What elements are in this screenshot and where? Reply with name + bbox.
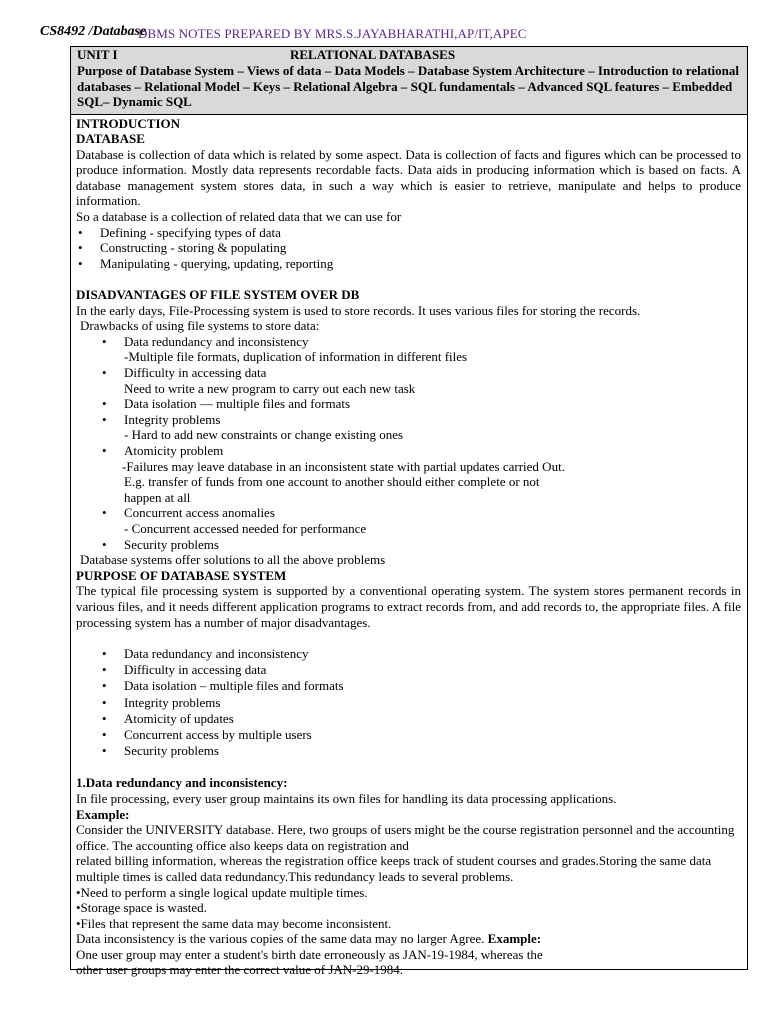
list-subtext: - Hard to add new constraints or change existing ones bbox=[124, 427, 404, 443]
database-uses-list bbox=[76, 225, 741, 272]
list-subtext: E.g. transfer of funds from one account to another should either complete or not bbox=[124, 474, 540, 490]
purpose-list bbox=[76, 646, 741, 760]
list-item: • Defining - specifying types of data bbox=[76, 225, 741, 241]
list-item: • Difficulty in accessing data bbox=[76, 365, 741, 381]
list-item: • Concurrent access anomalies bbox=[76, 505, 741, 521]
purpose-para: The typical file processing system is supported by a conventional operating system. The system stores permanent records in various files, and it needs different application programs to extract records from, and add records to, the appropriate files. A file processing system has a number of major disadvantages. bbox=[76, 583, 741, 630]
inconsistency-example: One user group may enter a student's birth date erroneously as JAN-19-1984, whereas the bbox=[76, 946, 543, 962]
intro-heading: INTRODUCTION bbox=[76, 115, 181, 131]
list-item: • Data isolation – multiple files and formats bbox=[76, 678, 741, 694]
drawbacks-list bbox=[76, 537, 741, 553]
prepared-by-note: DBMS NOTES PREPARED BY MRS.S.JAYABHARATHI,AP/IT,APEC bbox=[138, 26, 527, 41]
list-item: • Data redundancy and inconsistency bbox=[76, 334, 741, 350]
unit-title: RELATIONAL DATABASES bbox=[290, 47, 456, 62]
list-subtext: -Multiple file formats, duplication of information in different files bbox=[124, 349, 468, 365]
unit-header-box bbox=[71, 47, 747, 115]
inconsistency-definition bbox=[76, 931, 741, 947]
drawbacks-list bbox=[76, 334, 741, 350]
database-definition: Database is collection of data which is related by some aspect. Data is collection of facts and figures which can be processed to produce information. Mostly data represents recordable facts. Data aids in producing information which is based on facts. A database management system stores data, in such a way which is easier to retrieve, manipulate and helps to produce information. bbox=[76, 146, 741, 209]
spacer bbox=[76, 630, 741, 646]
drawbacks-list bbox=[76, 396, 741, 427]
list-item: • Atomicity problem bbox=[76, 443, 741, 459]
inconsistency-example-continued: other user groups may enter the correct value of JAN-29-1984. bbox=[76, 962, 404, 978]
list-item: • Data redundancy and inconsistency bbox=[76, 646, 741, 662]
list-item: • Concurrent access by multiple users bbox=[76, 727, 741, 743]
page-header bbox=[40, 24, 740, 44]
database-uses-lead: So a database is a collection of related data that we can use for bbox=[76, 209, 402, 225]
spacer bbox=[76, 271, 741, 287]
unit-label: UNIT I bbox=[77, 47, 118, 62]
purpose-heading: PURPOSE OF DATABASE SYSTEM bbox=[76, 567, 287, 583]
inconsistency-text: Data inconsistency is the various copies of the same data may no larger Agree. bbox=[76, 931, 485, 947]
drawbacks-list bbox=[76, 365, 741, 381]
unit-syllabus: Purpose of Database System – Views of data – Data Models – Database System Architecture – Introduction to relational databases – Relational Model – Keys – Relational Algebra – SQL fundamentals – Advanced SQL features – Embedded SQL– Dynamic SQL bbox=[77, 63, 739, 109]
example-text: Consider the UNIVERSITY database. Here, two groups of users might be the course registration personnel and the accounting office. The accounting office also keeps data on registration and bbox=[76, 822, 735, 853]
redundancy-heading: 1.Data redundancy and inconsistency: bbox=[76, 775, 288, 791]
spacer bbox=[76, 760, 741, 776]
list-item: • Integrity problems bbox=[76, 695, 741, 711]
redundancy-point: •Storage space is wasted. bbox=[76, 900, 207, 916]
list-subtext: Need to write a new program to carry out each new task bbox=[124, 380, 416, 396]
disadvantages-heading: DISADVANTAGES OF FILE SYSTEM OVER DB bbox=[76, 287, 360, 303]
list-item: • Atomicity of updates bbox=[76, 711, 741, 727]
drawbacks-list bbox=[76, 505, 741, 521]
database-heading: DATABASE bbox=[76, 131, 145, 147]
redundancy-point: •Need to perform a single logical update multiple times. bbox=[76, 884, 368, 900]
notes-body bbox=[71, 115, 747, 979]
list-item: • Data isolation — multiple files and formats bbox=[76, 396, 741, 412]
course-code: CS8492 /Database bbox=[40, 24, 147, 39]
example-label: Example: bbox=[487, 931, 542, 947]
list-item: • Integrity problems bbox=[76, 412, 741, 428]
list-subtext: -Failures may leave database in an inconsistent state with partial updates carried Out. bbox=[122, 458, 565, 474]
list-item: • Constructing - storing & populating bbox=[76, 240, 741, 256]
list-item: • Manipulating - querying, updating, reporting bbox=[76, 256, 741, 272]
drawbacks-lead: Drawbacks of using file systems to store data: bbox=[80, 318, 320, 334]
content-frame bbox=[70, 46, 748, 978]
list-subtext: happen at all bbox=[124, 489, 191, 505]
list-item: • Security problems bbox=[76, 537, 741, 553]
disadvantages-intro: In the early days, File-Processing system is used to store records. It uses various files for storing the records. bbox=[76, 302, 641, 318]
list-subtext: - Concurrent accessed needed for performance bbox=[124, 520, 367, 536]
drawbacks-list bbox=[76, 443, 741, 459]
example-text-continued: related billing information, whereas the registration office keeps track of student courses and grades.Storing the same data multiple times is called data redundancy.This redundancy leads to several problems. bbox=[76, 853, 712, 884]
disadvantages-closing: Database systems offer solutions to all the above problems bbox=[80, 552, 386, 568]
list-item: • Security problems bbox=[76, 743, 741, 759]
redundancy-intro: In file processing, every user group maintains its own files for handling its data processing applications. bbox=[76, 790, 617, 806]
list-item: • Difficulty in accessing data bbox=[76, 662, 741, 678]
example-label: Example: bbox=[76, 806, 130, 822]
redundancy-point: •Files that represent the same data may become inconsistent. bbox=[76, 915, 392, 931]
